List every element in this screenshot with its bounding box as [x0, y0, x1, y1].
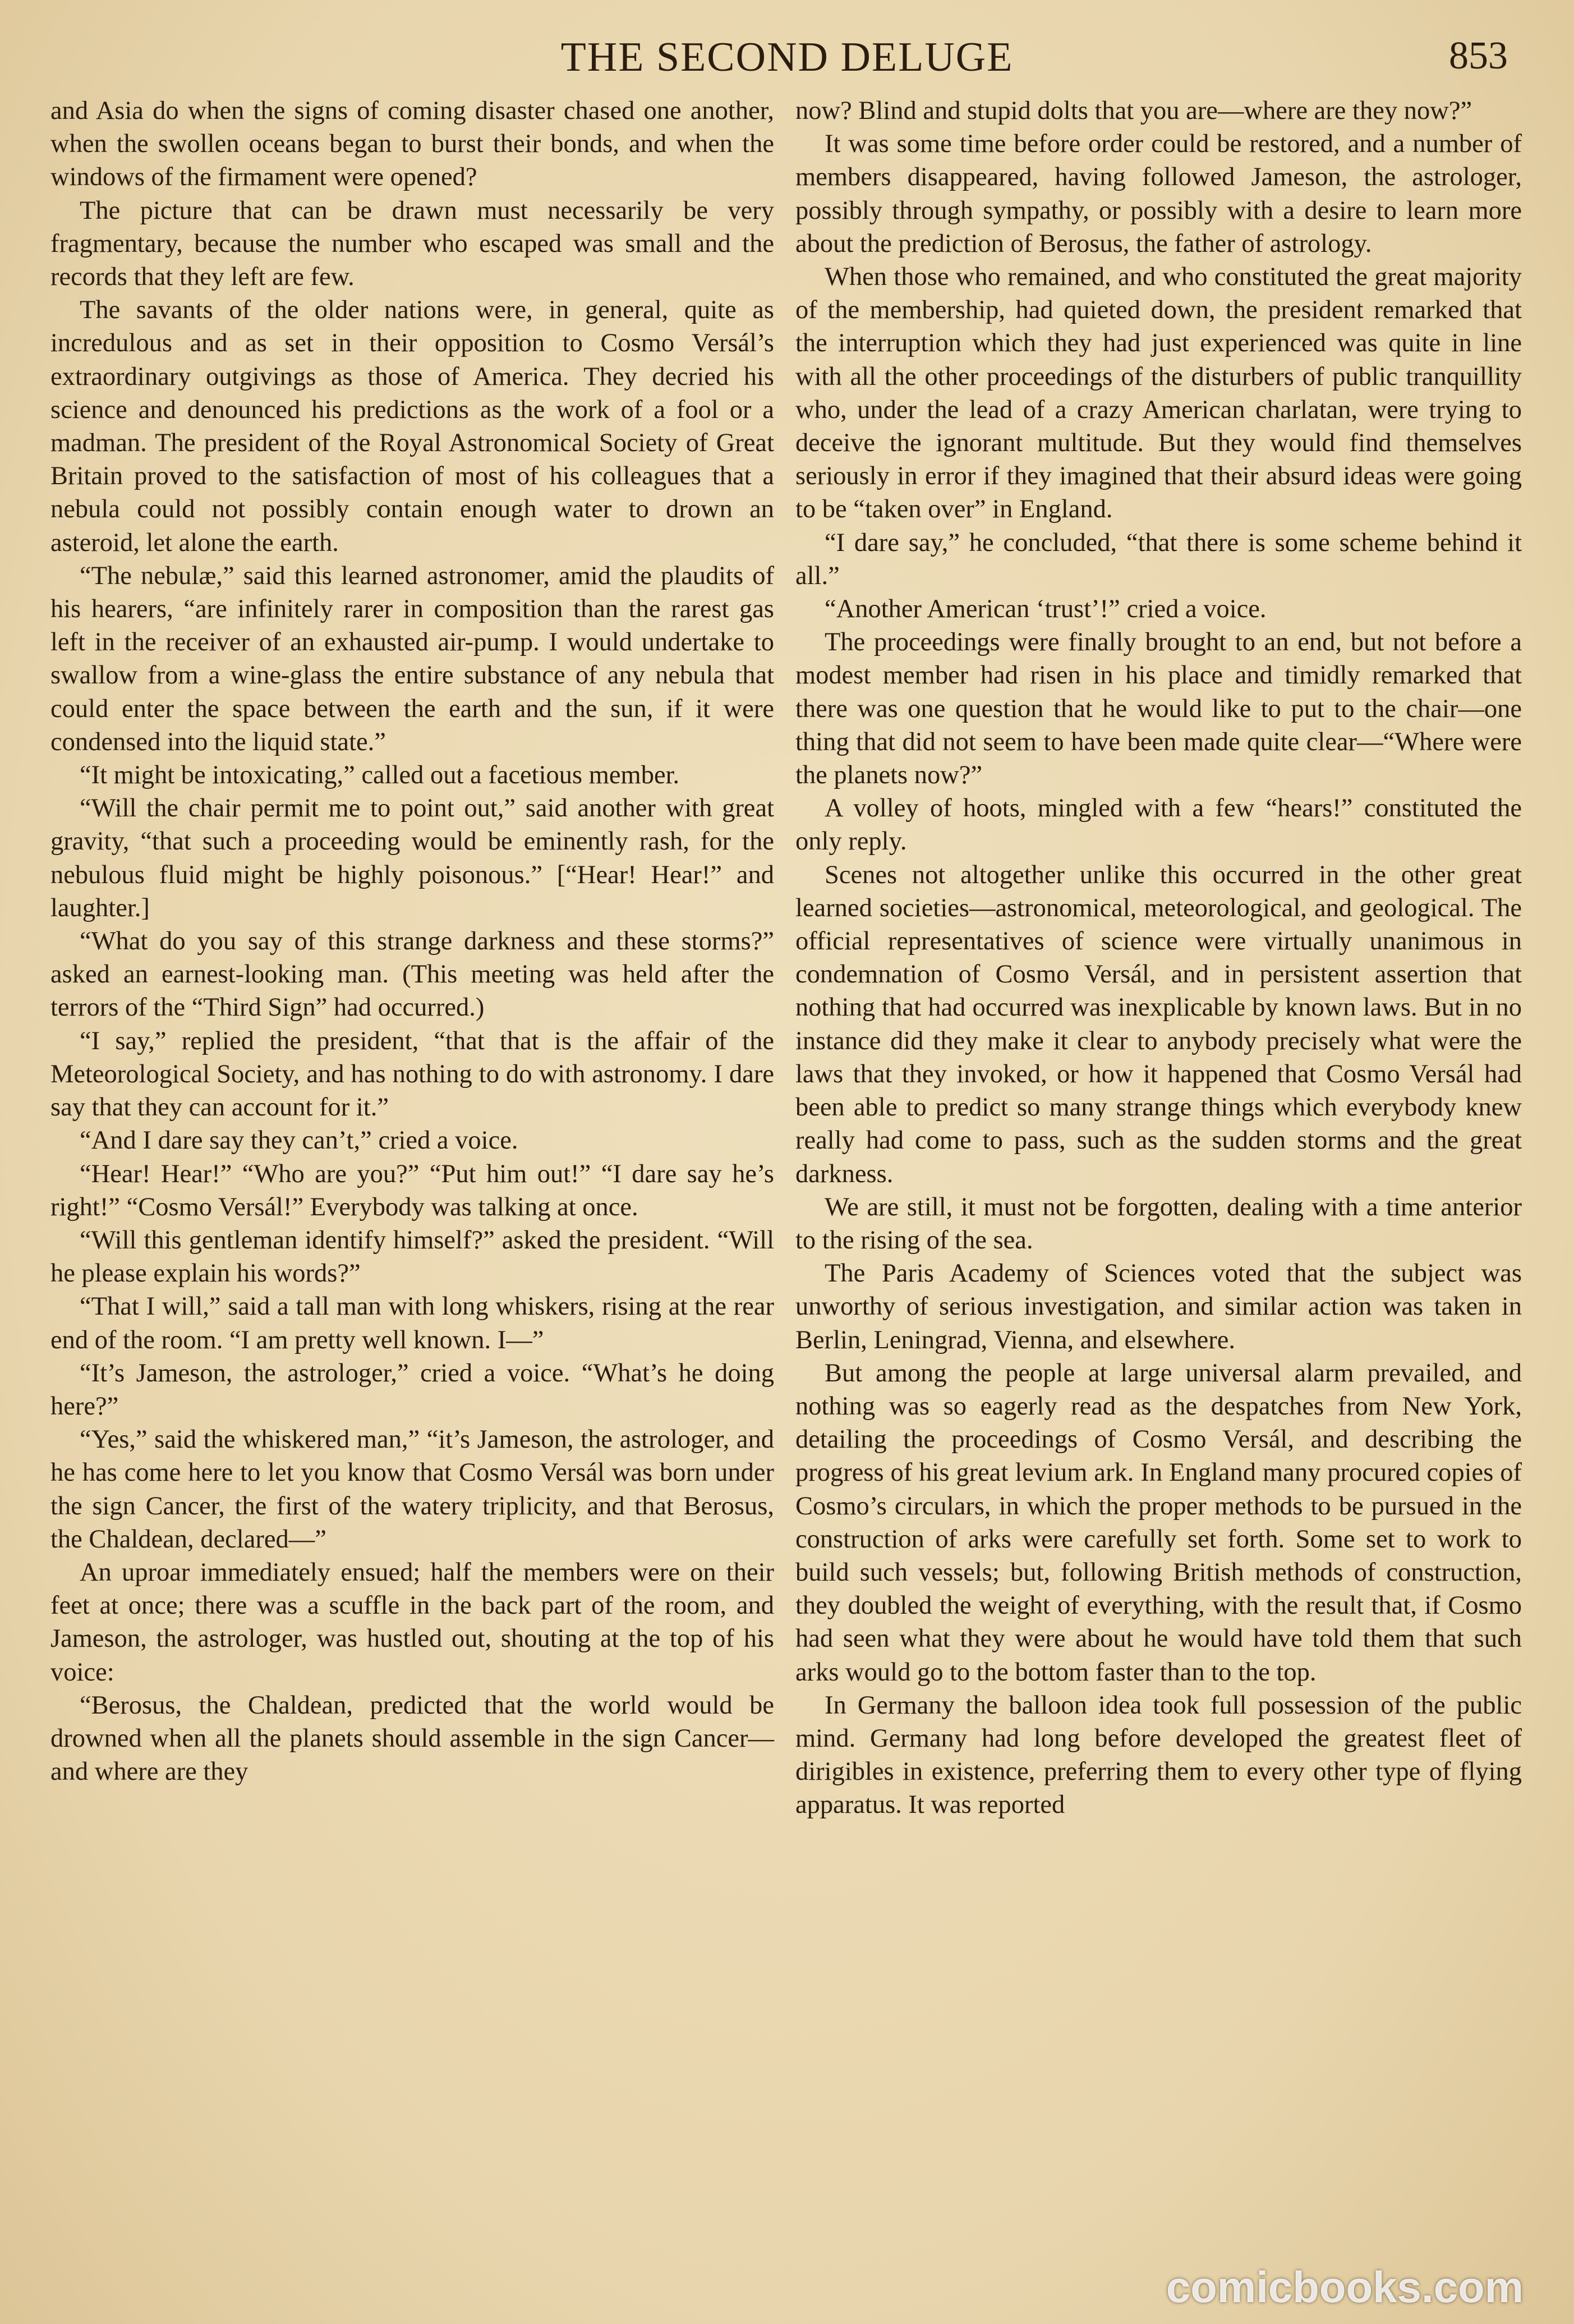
paragraph: “Hear! Hear!” “Who are you?” “Put him out!” “I dare say he’s right!” “Cosmo Versál!” Everybody was talking at once. [50, 1159, 774, 1221]
running-title: THE SECOND DELUGE [560, 34, 1014, 80]
paragraph: It was some time before order could be restored, and a number of members disappeared, having followed Jameson, the astrologer, possibly through sympathy, or possibly with a desire to learn more about the prediction of Berosus, the father of astrology. [795, 130, 1522, 258]
paragraph: “It’s Jameson, the astrologer,” cried a voice. “What’s he doing here?” [50, 1358, 774, 1421]
page-header [0, 28, 1574, 90]
paragraph: “Will this gentleman identify himself?” asked the president. “Will he please explain his words?” [50, 1225, 774, 1288]
paragraph: and Asia do when the signs of coming disaster chased one another, when the swollen oceans began to burst their bonds, and when the windows of the firmament were opened? [50, 97, 774, 192]
paragraph: “What do you say of this strange darkness and these storms?” asked an earnest-looking man. (This meeting was held after the terrors of the “Third Sign” had occurred.) [50, 927, 774, 1022]
paragraph: “It might be intoxicating,” called out a facetious member. [80, 761, 680, 790]
paragraph: The proceedings were finally brought to an end, but not before a modest member had risen in his place and timidly remarked that there was one question that he would like to put to the chair—one thing that did not seem to have been made quite clear—“Where were the planets now?” [795, 628, 1522, 790]
paragraph: We are still, it must not be forgotten, dealing with a time anterior to the rising of the sea. [795, 1192, 1522, 1255]
left-column [50, 94, 774, 1788]
paragraph: But among the people at large universal alarm prevailed, and nothing was so eagerly read as the despatches from New York, detailing the proceedings of Cosmo Versál, and describing the progress of his great levium ark. In England many procured copies of Cosmo’s circulars, in which the proper methods to be pursued in the construction of arks were carefully set forth. Some set to work to build such vessels; but, following British methods of construction, they doubled the weight of everything, with the result that, if Cosmo had seen what they were about he would have told them that such arks would go to the bottom faster than to the top. [795, 1358, 1522, 1687]
right-column [795, 94, 1522, 1822]
paragraph: In Germany the balloon idea took full possession of the public mind. Germany had long before developed the greatest fleet of dirigibles in existence, preferring them to every other type of flying apparatus. It was reported [795, 1691, 1522, 1820]
paragraph: “Berosus, the Chaldean, predicted that the world would be drowned when all the planets should assemble in the sign Cancer—and where are they [50, 1691, 774, 1786]
paragraph: “That I will,” said a tall man with long whiskers, rising at the rear end of the room. “I am pretty well known. I—” [50, 1292, 774, 1354]
watermark: comicbooks.com [1166, 2262, 1524, 2312]
paragraph: The Paris Academy of Sciences voted that the subject was unworthy of serious investigation, and similar action was taken in Berlin, Leningrad, Vienna, and elsewhere. [795, 1259, 1522, 1354]
paragraph: When those who remained, and who constituted the great majority of the membership, had quieted down, the president remarked that the interruption which they had just experienced was quite in line with all the other proceedings of the disturbers of public tranquillity who, under the lead of a crazy American charlatan, were trying to deceive the ignorant multitude. But they would find themselves seriously in error if they imagined that their absurd ideas were going to be “taken over” in England. [795, 263, 1522, 524]
paragraph: The savants of the older nations were, in general, quite as incredulous and as set in their opposition to Cosmo Versál’s extraordinary outgivings as those of America. They decried his science and denounced his predictions as the work of a fool or a madman. The president of the Royal Astronomical Society of Great Britain proved to the satisfaction of most of his colleagues that a nebula could not possibly contain enough water to drown an asteroid, let alone the earth. [50, 296, 774, 557]
paragraph: Scenes not altogether unlike this occurred in the other great learned societies—astronomical, meteorological, and geological. The official representatives of science were virtually unanimous in condemnation of Cosmo Versál, and in persistent assertion that nothing that had occurred was inexplicable by known laws. But in no instance did they make it clear to anybody precisely what were the laws that they invoked, or how it happened that Cosmo Versál had been able to predict so many strange things which everybody knew really had come to pass, such as the sudden storms and the great darkness. [795, 860, 1522, 1188]
paragraph: “I say,” replied the president, “that that is the affair of the Meteorological Society, and has nothing to do with astronomy. I dare say that they can account for it.” [50, 1026, 774, 1122]
paragraph: A volley of hoots, mingled with a few “hears!” constituted the only reply. [795, 794, 1522, 856]
paragraph: The picture that can be drawn must necessarily be very fragmentary, because the number who escaped was small and the records that they left are few. [50, 196, 774, 292]
paragraph: An uproar immediately ensued; half the members were on their feet at once; there was a scuffle in the back part of the room, and Jameson, the astrologer, was hustled out, shouting at the top of his voice: [50, 1558, 774, 1687]
paragraph: “Another American ‘trust’!” cried a voice. [825, 595, 1267, 624]
paragraph: “I dare say,” he concluded, “that there is some scheme behind it all.” [795, 528, 1522, 590]
paragraph: now? Blind and stupid dolts that you are—where are they now?” [795, 97, 1472, 125]
paragraph: “Will the chair permit me to point out,” said another with great gravity, “that such a proceeding would be eminently rash, for the nebulous fluid might be highly poisonous.” [“Hear! Hear!” and laughter.] [50, 794, 774, 922]
page-number: 853 [1449, 34, 1508, 77]
paragraph: “And I dare say they can’t,” cried a voice. [80, 1126, 518, 1155]
paragraph: “Yes,” said the whiskered man,” “it’s Jameson, the astrologer, and he has come here to let you know that Cosmo Versál was born under the sign Cancer, the first of the watery triplicity, and that Berosus, the Chaldean, declared—” [50, 1425, 774, 1554]
paragraph: “The nebulæ,” said this learned astronomer, amid the plaudits of his hearers, “are infinitely rarer in composition than the rarest gas left in the receiver of an exhausted air-pump. I would undertake to swallow from a wine-glass the entire substance of any nebula that could enter the space between the earth and the sun, if it were condensed into the liquid state.” [50, 561, 774, 756]
